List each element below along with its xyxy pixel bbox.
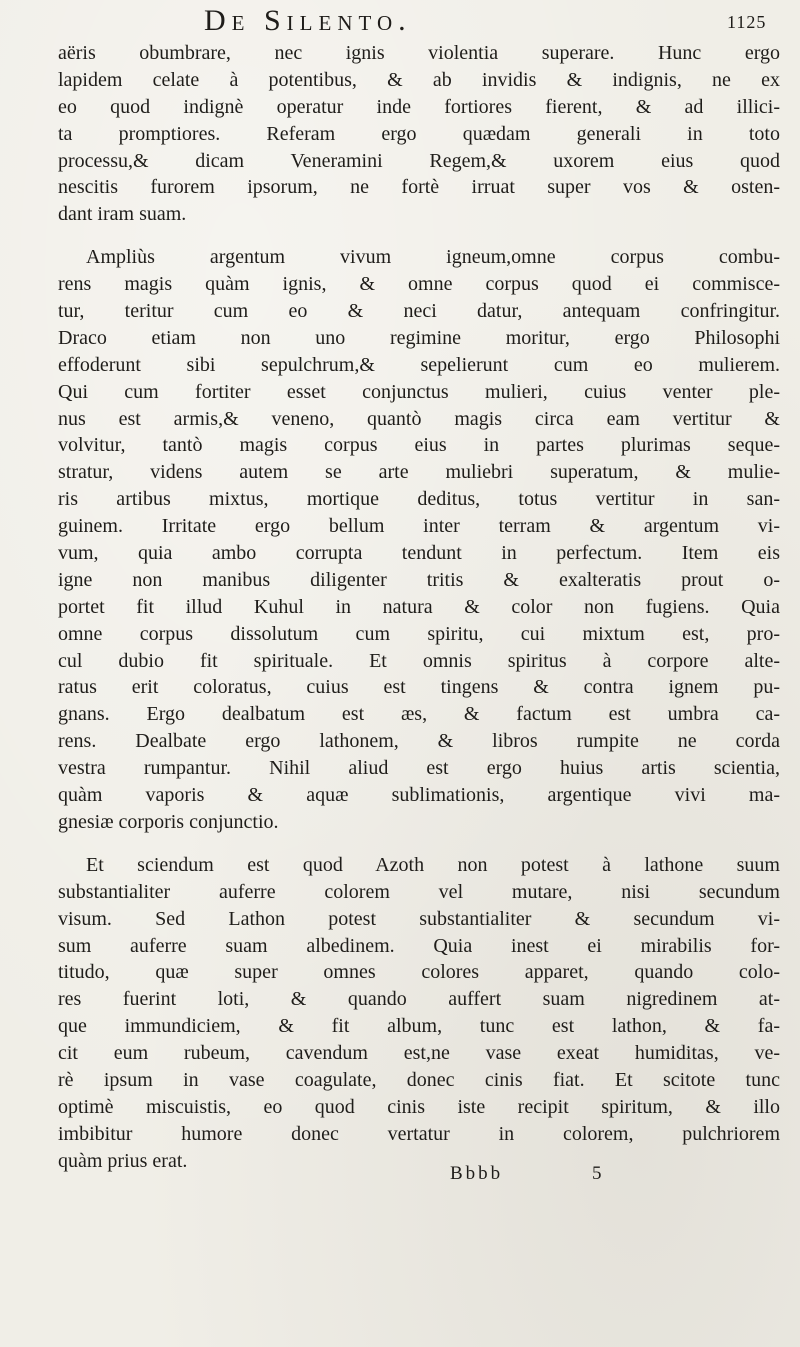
text-line: tur, teritur cum eo & neci datur, antequam confringitur. bbox=[58, 300, 780, 323]
text-line: ratus erit coloratus, cuius est tingens & contra ignem pu- bbox=[58, 676, 780, 699]
text-line: que immundiciem, & fit album, tunc est lathon, & fa- bbox=[58, 1015, 780, 1038]
text-line: gnans. Ergo dealbatum est æs, & factum est umbra ca- bbox=[58, 703, 780, 726]
text-line: eo quod indignè operatur inde fortiores fierent, & ad illici- bbox=[58, 95, 780, 118]
text-line: nescitis furorem ipsorum, ne fortè irruat super vos & osten- bbox=[58, 176, 780, 199]
text-line: Draco etiam non uno regimine moritur, ergo Philosophi bbox=[58, 326, 780, 349]
text-line: titudo, quæ super omnes colores apparet, quando colo- bbox=[58, 961, 780, 984]
text-line: stratur, videns autem se arte muliebri superatum, & mulie- bbox=[58, 461, 780, 484]
text-line: visum. Sed Lathon potest substantialiter & secundum vi- bbox=[58, 907, 780, 930]
text-line: ris artibus mixtus, mortique deditus, totus vertitur in san- bbox=[58, 488, 780, 511]
text-line: volvitur, tantò magis corpus eius in partes plurimas seque- bbox=[58, 434, 780, 457]
text-line: quàm vaporis & aquæ sublimationis, argentique vivi ma- bbox=[58, 784, 780, 807]
body-text bbox=[58, 40, 780, 1175]
text-line: rens magis quàm ignis, & omne corpus quod ei commisce- bbox=[58, 273, 780, 296]
running-title: De Silento. bbox=[204, 4, 412, 37]
paragraph-gap bbox=[58, 228, 780, 244]
page-header bbox=[0, 4, 800, 38]
text-line: portet fit illud Kuhul in natura & color non fugiens. Quia bbox=[58, 595, 780, 618]
text-line: optimè miscuistis, eo quod cinis iste recipit spiritum, & illo bbox=[58, 1095, 780, 1118]
page-number: 1125 bbox=[727, 12, 767, 32]
text-line: aëris obumbrare, nec ignis violentia superare. Hunc ergo bbox=[58, 42, 780, 64]
text-line: cit eum rubeum, cavendum est,ne vase exeat humiditas, ve- bbox=[58, 1042, 780, 1065]
text-line: processu,& dicam Veneramini Regem,& uxorem eius quod bbox=[58, 149, 780, 172]
text-line: Qui cum fortiter esset conjunctus mulieri, cuius venter ple- bbox=[58, 380, 780, 403]
text-line: effoderunt sibi sepulchrum,& sepelierunt cum eo mulierem. bbox=[58, 353, 780, 376]
text-line: ta promptiores. Referam ergo quædam generali in toto bbox=[58, 122, 780, 145]
paragraph-3 bbox=[58, 852, 780, 1175]
text-line: Ampliùs argentum vivum igneum,omne corpus combu- bbox=[86, 246, 780, 269]
signature-mark: Bbbb bbox=[450, 1163, 504, 1184]
text-line: Et sciendum est quod Azoth non potest à lathone suum bbox=[86, 853, 780, 876]
text-line: vum, quia ambo corrupta tendunt in perfectum. Item eis bbox=[58, 542, 780, 565]
text-line: lapidem celate à potentibus, & ab invidis & indignis, ne ex bbox=[58, 68, 780, 91]
text-line: nus est armis,& veneno, quantò magis circa eam vertitur & bbox=[58, 407, 780, 430]
signature-number: 5 bbox=[592, 1163, 602, 1184]
paragraph-2 bbox=[58, 244, 780, 836]
text-line: omne corpus dissolutum cum spiritu, cui mixtum est, pro- bbox=[58, 622, 780, 645]
paragraph-1 bbox=[58, 40, 780, 228]
text-line: res fuerint loti, & quando auffert suam nigredinem at- bbox=[58, 988, 780, 1011]
text-line: vestra rumpantur. Nihil aliud est ergo huius artis scientia, bbox=[58, 757, 780, 780]
text-line: quàm prius erat. bbox=[58, 1149, 188, 1172]
text-line: rè ipsum in vase coagulate, donec cinis fiat. Et scitote tunc bbox=[58, 1068, 780, 1091]
text-line: imbibitur humore donec vertatur in colorem, pulchriorem bbox=[58, 1122, 780, 1145]
text-line: dant iram suam. bbox=[58, 203, 187, 226]
text-line: igne non manibus diligenter tritis & exalteratis prout o- bbox=[58, 568, 780, 591]
text-line: guinem. Irritate ergo bellum inter terram & argentum vi- bbox=[58, 515, 780, 538]
text-line: gnesiæ corporis conjunctio. bbox=[58, 810, 279, 833]
text-line: cul dubio fit spirituale. Et omnis spiritus à corpore alte- bbox=[58, 649, 780, 672]
text-line: substantialiter auferre colorem vel mutare, nisi secundum bbox=[58, 880, 780, 903]
text-line: sum auferre suam albedinem. Quia inest ei mirabilis for- bbox=[58, 934, 780, 957]
paragraph-gap bbox=[58, 836, 780, 852]
text-line: rens. Dealbate ergo lathonem, & libros rumpite ne corda bbox=[58, 730, 780, 753]
